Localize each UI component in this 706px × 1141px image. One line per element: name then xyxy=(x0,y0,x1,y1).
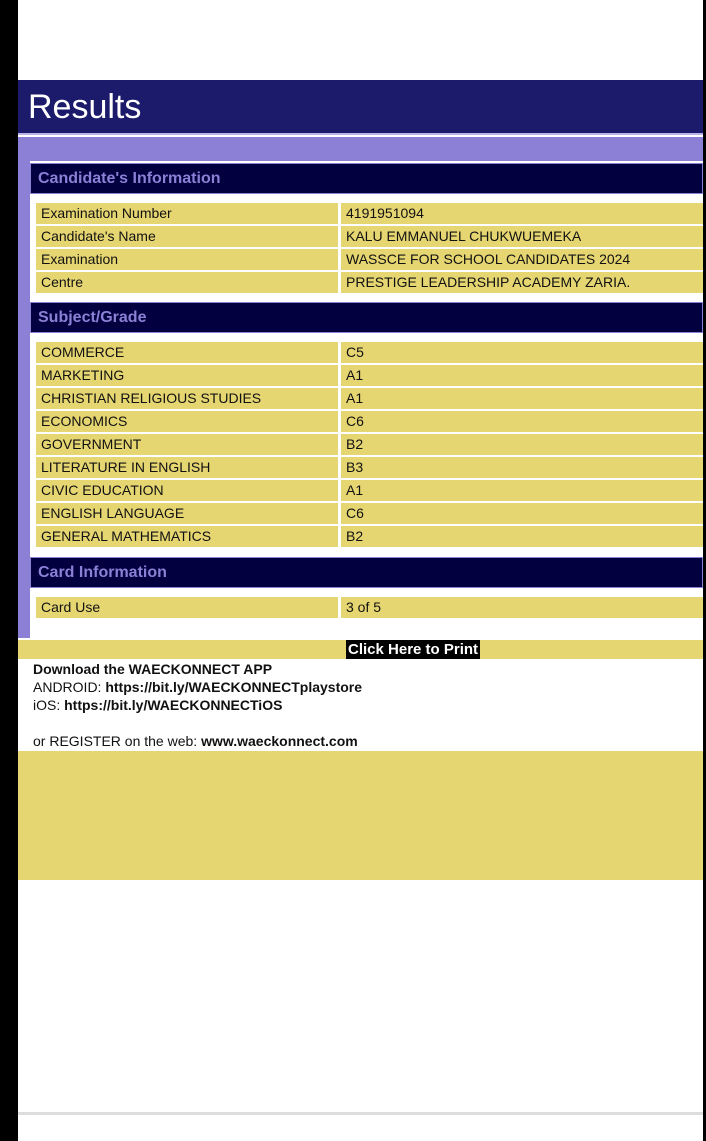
footer-block xyxy=(18,751,703,880)
register-label: or REGISTER on the web: xyxy=(33,733,202,749)
row-label: CHRISTIAN RELIGIOUS STUDIES xyxy=(36,388,338,409)
row-label: LITERATURE IN ENGLISH xyxy=(36,457,338,478)
row-value: 4191951094 xyxy=(341,203,703,224)
row-value: C6 xyxy=(341,503,703,524)
row-value: C6 xyxy=(341,411,703,432)
row-label: GENERAL MATHEMATICS xyxy=(36,526,338,547)
ios-label: iOS: xyxy=(33,697,65,713)
subjects-row xyxy=(36,457,703,478)
subjects-row xyxy=(36,388,703,409)
download-heading: Download the WAECKONNECT APP xyxy=(33,661,273,677)
android-label: ANDROID: xyxy=(33,679,106,695)
row-value: B3 xyxy=(341,457,703,478)
row-value: A1 xyxy=(341,365,703,386)
row-value: C5 xyxy=(341,342,703,363)
results-panel xyxy=(30,161,703,638)
subjects-row xyxy=(36,342,703,363)
android-link[interactable]: https://bit.ly/WAECKONNECTplaystore xyxy=(105,679,363,695)
register-link[interactable]: www.waeckonnect.com xyxy=(201,733,358,749)
row-label: ENGLISH LANGUAGE xyxy=(36,503,338,524)
row-value: WASSCE FOR SCHOOL CANDIDATES 2024 xyxy=(341,249,703,270)
row-label: Candidate's Name xyxy=(36,226,338,247)
candidate-row xyxy=(36,203,703,224)
subjects-row xyxy=(36,503,703,524)
row-label: COMMERCE xyxy=(36,342,338,363)
subjects-row xyxy=(36,365,703,386)
candidate-row xyxy=(36,226,703,247)
subjects-row xyxy=(36,480,703,501)
row-value: A1 xyxy=(341,480,703,501)
row-label: Card Use xyxy=(36,597,338,618)
print-bar xyxy=(18,640,703,659)
ios-link[interactable]: https://bit.ly/WAECKONNECTiOS xyxy=(64,697,283,713)
subjects-row xyxy=(36,526,703,547)
row-label: Centre xyxy=(36,272,338,293)
print-button[interactable]: Click Here to Print xyxy=(348,641,479,658)
row-label: ECONOMICS xyxy=(36,411,338,432)
results-band xyxy=(18,137,703,638)
download-info xyxy=(33,660,362,750)
results-header xyxy=(18,80,703,135)
row-value: PRESTIGE LEADERSHIP ACADEMY ZARIA. xyxy=(341,272,703,293)
row-label: MARKETING xyxy=(36,365,338,386)
subjects-row xyxy=(36,434,703,455)
row-value: 3 of 5 xyxy=(341,597,703,618)
row-label: CIVIC EDUCATION xyxy=(36,480,338,501)
subject-grade-header: Subject/Grade xyxy=(30,302,703,333)
row-label: GOVERNMENT xyxy=(36,434,338,455)
card-info-header: Card Information xyxy=(30,557,703,588)
row-value: B2 xyxy=(341,526,703,547)
page-title: Results xyxy=(28,88,142,126)
row-label: Examination xyxy=(36,249,338,270)
row-value: B2 xyxy=(341,434,703,455)
candidate-info-header: Candidate's Information xyxy=(30,163,703,194)
page xyxy=(18,0,703,1141)
subjects-row xyxy=(36,411,703,432)
row-label: Examination Number xyxy=(36,203,338,224)
candidate-row xyxy=(36,272,703,293)
row-value: KALU EMMANUEL CHUKWUEMEKA xyxy=(341,226,703,247)
row-value: A1 xyxy=(341,388,703,409)
candidate-row xyxy=(36,249,703,270)
divider xyxy=(18,1112,703,1115)
card-row xyxy=(36,597,703,618)
